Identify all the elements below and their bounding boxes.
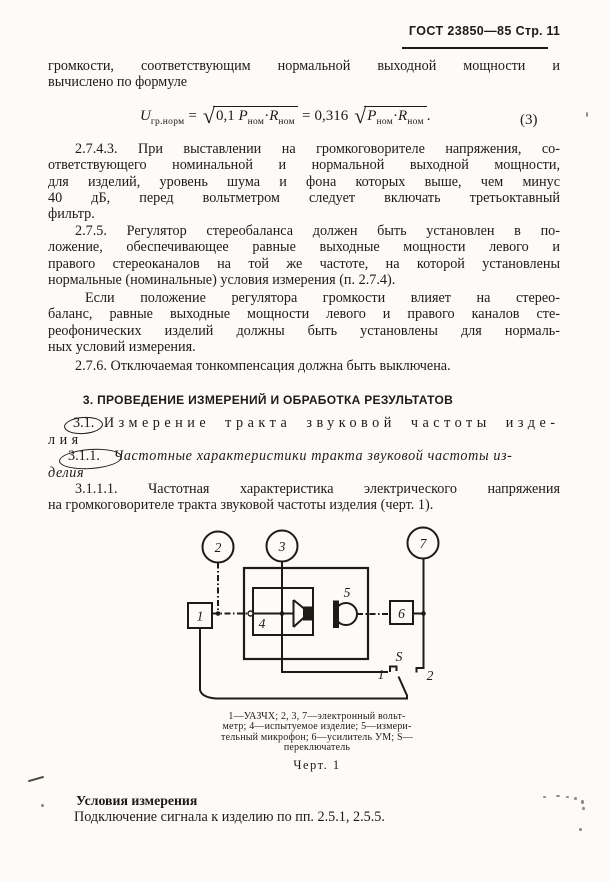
section-3-heading: 3. ПРОВЕДЕНИЕ ИЗМЕРЕНИЙ И ОБРАБОТКА РЕЗУЛЬТАТОВ bbox=[82, 393, 454, 407]
text-line: 2.7.4.3. При выставлении на громкоговорителе напряжения, со- bbox=[75, 141, 560, 157]
junction-dot bbox=[421, 611, 426, 616]
section-3-1-title: Измерение тракта звуковой частоты изде- bbox=[103, 415, 560, 431]
scan-speck bbox=[41, 804, 44, 807]
paragraph-2-7-5 bbox=[48, 223, 560, 288]
text-line: нормальные (номинальные) условия измерения (п. 2.7.4). bbox=[48, 271, 396, 288]
scan-speck bbox=[556, 795, 560, 797]
label-switch-pos-2: 2 bbox=[426, 668, 434, 683]
section-3-1-1 bbox=[48, 448, 560, 465]
scan-speck bbox=[579, 828, 582, 831]
formula-3: $U_{гр.норм} = √0,1$ $P_{ном}\cdot R_{ном} = 0,316$ $√P_{ном}\cdot R_{ном}$ . (3) bbox=[140, 103, 538, 128]
figure-caption bbox=[152, 712, 482, 753]
text-line: 2.7.5. Регулятор стереобаланса должен быть установлен в по- bbox=[75, 223, 560, 239]
text-line: 40 дБ, перед вольтметром следует включать третьоктавный bbox=[48, 189, 560, 206]
label-device: 4 bbox=[258, 616, 266, 631]
text-line: ответствующего номинальной и нормальной выходной мощности, bbox=[48, 157, 560, 174]
conditions-text: Подключение сигнала к изделию по пп. 2.5.1, 2.5.5. bbox=[74, 809, 385, 825]
formula-lhs: $U_{гр.норм}$ bbox=[140, 108, 185, 127]
measurement-circuit-diagram bbox=[150, 520, 480, 720]
label-switch: S bbox=[395, 649, 403, 664]
caption-line: метр; 4—испытуемое изделие; 5—измери- bbox=[222, 721, 412, 733]
paragraph-2-7-4-3 bbox=[48, 141, 560, 222]
caption-line: тельный микрофон; 6—усилитель УМ; S— bbox=[221, 731, 413, 743]
scan-speck bbox=[566, 796, 569, 798]
text-line: вычислено по формуле bbox=[48, 74, 188, 91]
radical-sign: √ bbox=[354, 103, 367, 128]
text-line: Если положение регулятора громкости влияет на стерео- bbox=[85, 290, 560, 306]
conditions-heading: Условия измерения bbox=[76, 793, 198, 808]
formula-number: (3) bbox=[520, 112, 538, 128]
microphone-diaphragm bbox=[333, 601, 339, 629]
terminal-circle bbox=[248, 611, 253, 616]
scan-speck bbox=[582, 807, 585, 810]
paragraph-2-7-6 bbox=[48, 358, 560, 374]
section-3-1 bbox=[48, 415, 560, 432]
text-line: на громкоговорителе тракта звуковой частоты изделия (черт. 1). bbox=[48, 497, 434, 514]
radical-sign: √ bbox=[202, 103, 215, 128]
label-microphone: 5 bbox=[343, 585, 351, 600]
text-line: баланс, равные выходные мощности левого и правого каналов сте- bbox=[48, 306, 560, 323]
label-voltmeter-7: 7 bbox=[419, 536, 427, 551]
scan-speck bbox=[581, 800, 584, 804]
section-3-1-title-cont: лия bbox=[48, 432, 83, 448]
label-generator: 1 bbox=[196, 608, 204, 624]
radicand-1: 0,1 $P_{ном}\cdot R_{ном}$ bbox=[213, 106, 298, 124]
text-line: ложение, обеспечивающее равные выходные мощности левого и bbox=[48, 239, 560, 256]
section-3-1-1-number: 3.1.1. bbox=[68, 448, 100, 464]
switch-contact-1 bbox=[390, 667, 397, 673]
text-line: правого стереоканалов на той же частоте, на которой установлены bbox=[48, 255, 560, 272]
page-header bbox=[378, 24, 560, 38]
scan-speck bbox=[574, 797, 577, 800]
pen-mark bbox=[28, 776, 44, 782]
section-3-1-1-title: Частотные характеристики тракта звуковой частоты из- bbox=[113, 448, 513, 464]
junction-dot bbox=[280, 611, 285, 616]
label-switch-pos-1: 1 bbox=[377, 667, 385, 682]
text-line: громкости, соответствующим нормальной выходной мощности и bbox=[48, 58, 560, 74]
caption-line: переключатель bbox=[283, 741, 351, 753]
scan-speck bbox=[543, 796, 546, 798]
paragraph-3-1-1-1 bbox=[48, 481, 560, 514]
text-line: ных условий измерения. bbox=[48, 338, 196, 355]
label-voltmeter-3: 3 bbox=[278, 539, 286, 554]
speaker-cone bbox=[294, 600, 305, 627]
page-number: Стр. 11 bbox=[515, 24, 560, 38]
figure-label: Черт. 1 bbox=[293, 758, 341, 772]
radicand-2: $P_{ном}\cdot R_{ном}$ bbox=[364, 106, 427, 124]
speaker-driver bbox=[304, 608, 312, 620]
text-line: 2.7.6. Отключаемая тонкомпенсация должна быть выключена. bbox=[75, 358, 451, 374]
return-wire-and-switch-arm bbox=[200, 628, 407, 699]
text-line: реофонических изделий должны быть установлены для нормаль- bbox=[48, 322, 560, 339]
scan-speck bbox=[586, 112, 588, 117]
paragraph-stereo-balance bbox=[48, 290, 560, 355]
label-voltmeter-2: 2 bbox=[214, 540, 222, 555]
header-rule bbox=[402, 47, 548, 49]
junction-dot bbox=[216, 611, 221, 616]
caption-line: 1—УАЗЧХ; 2, 3, 7—электронный вольт- bbox=[228, 711, 406, 722]
text-line: для изделий, уровень шума и фона которых выше, чем минус bbox=[48, 173, 560, 190]
paragraph-intro bbox=[48, 58, 560, 91]
section-3-1-1-title-cont: делия bbox=[48, 464, 85, 481]
text-line: фильтр. bbox=[48, 206, 95, 223]
section-3-1-number: 3.1. bbox=[73, 415, 95, 431]
label-amplifier: 6 bbox=[398, 606, 405, 621]
text-line: 3.1.1.1. Частотная характеристика электрического напряжения bbox=[75, 481, 560, 497]
standard-number: ГОСТ 23850—85 bbox=[408, 24, 512, 38]
